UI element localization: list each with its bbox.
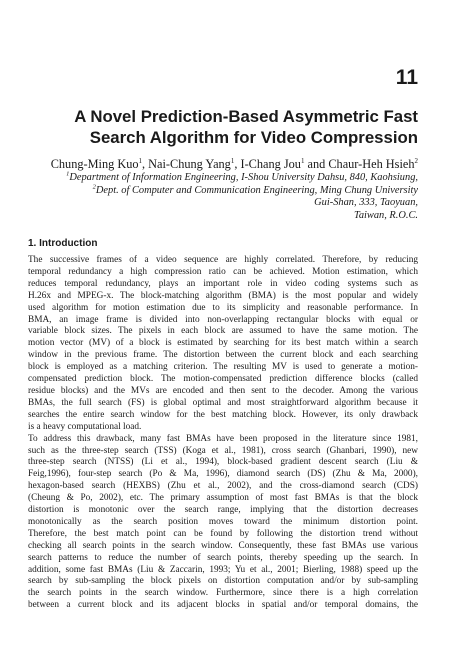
text-line: the search points in the search window. Furthermore, since there is a high correlation	[28, 588, 418, 599]
author-list	[18, 157, 418, 172]
text-line: between a current block and its adjacent blocks in spatial and/or temporal domains, the	[28, 600, 418, 611]
text-line: search by sub-sampling the block pixels on distortion computation and/or by sub-sampling	[28, 576, 418, 587]
text-line: addition, some fast BMAs (Liu & Zaccarin, 1993; Yu et al., 2001; Bierling, 1988) speed up the	[28, 564, 418, 575]
affiliation-block	[18, 172, 418, 222]
text-line: BMAs, the full search (FS) is global optimal and most straightforward algorithm because it	[28, 397, 418, 408]
text-line: reduces temporal redundancy, plays an important role in video coding systems such as	[28, 278, 418, 289]
section-heading: 1. Introduction	[28, 238, 98, 249]
affiliation-mark: 2	[414, 156, 418, 165]
text-line: To address this drawback, many fast BMAs have been proposed in the literature since 1981,	[28, 433, 418, 444]
text-line: BMA, an image frame is divided into non-overlapping rectangular blocks with equal or	[28, 314, 418, 325]
author-name: I-Chang Jou	[240, 157, 301, 171]
author-name: Chung-Ming Kuo	[50, 157, 139, 171]
affiliation-line: $^2$Dept. of Computer and Communication Engineering, Ming Chung University	[92, 183, 418, 196]
affiliation-mark: 2	[92, 183, 96, 191]
text-line: variable block sizes. The pixels in each block are assumed to have the same motion. The	[28, 326, 418, 337]
chapter-number: 11	[395, 66, 418, 89]
text-line: The successive frames of a video sequence are highly correlated. Therefore, by reducing	[28, 255, 418, 265]
text-line: search patterns to reduce the number of search points, thereby speeding up the search. In	[28, 552, 418, 563]
text-line: compensated prediction block. The motion-compensated prediction difference blocks (called	[28, 374, 418, 385]
affiliation-mark: 1	[66, 170, 70, 178]
author-separator: ,	[142, 157, 149, 171]
author-name: Chaur-Heh Hsieh	[328, 157, 415, 171]
text-line: block is employed as a matching criterion. The resulting MV is used to generate a motion-	[28, 362, 418, 373]
text-line: motion vector (MV) of a block is estimated by searching for its best match within a search	[28, 338, 418, 349]
affiliation-line: $^1$Department of Information Engineering, I-Shou University Dahsu, 840, Kaohsiung,	[66, 170, 418, 183]
text-line: distortion is monotonic over the search range, implying that the distortion decreases	[28, 505, 418, 516]
chapter-title	[38, 106, 418, 148]
text-line: is a heavy computational load.	[28, 421, 142, 432]
text-line: hexagon-based search (HEXBS) (Zhu et al., 2002), and the cross-diamond search (CDS)	[28, 481, 418, 492]
body-text	[28, 255, 418, 612]
text-line: Therefore, the best match point can be found by following the distortion trend without	[28, 528, 418, 539]
text-line: checking all search points in the search window. Consequently, these fast BMAs use various	[28, 540, 418, 551]
affiliation-mark: 1	[230, 156, 235, 165]
affiliation-mark: 1	[138, 156, 142, 165]
affiliation-line: Gui-Shan, 333, Taoyuan,	[314, 197, 418, 209]
text-line: used algorithm for motion estimation due to its simplicity and reasonable performance. In	[28, 302, 418, 313]
text-line: searches the entire search window for the best matching block. However, its only drawback	[28, 409, 418, 420]
text-line: such as the three-step search (TSS) (Koga et al., 1981), cross search (Ghanbari, 1990), new	[28, 445, 418, 456]
author-separator: ,	[234, 157, 241, 171]
text-line: Feig,1996), four-step search (Po & Ma, 1996), diamond search (DS) (Zhu & Ma, 2000),	[28, 469, 418, 480]
text-line: temporal redundancy a high compression ratio can be achieved. Motion estimation, which	[28, 266, 418, 277]
text-line: H.26x and MPEG-x. The block-matching algorithm (BMA) is the most popular and widely	[28, 290, 418, 301]
text-line: monotonically as the search position moves toward the minimum distortion point.	[28, 516, 418, 527]
affiliation-mark: 1	[300, 156, 305, 165]
text-line: three-step search (NTSS) (Li et al., 1994), block-based gradient descent search (Liu &	[28, 457, 418, 468]
text-line: residue blocks) and the MVs are encoded and then sent to the decoder. Among the various	[28, 385, 418, 396]
affiliation-line: Taiwan, R.O.C.	[354, 209, 418, 221]
chapter-title-line: Search Algorithm for Video Compression	[89, 128, 418, 147]
author-separator: and	[304, 157, 329, 171]
text-line: (Cheung & Po, 2002), etc. The primary assumption of most fast BMAs is that the block	[28, 493, 418, 504]
author-name: Nai-Chung Yang	[148, 157, 231, 171]
text-line: window in the previous frame. The distortion between the current block and each searching	[28, 350, 418, 361]
chapter-title-line: A Novel Prediction-Based Asymmetric Fast	[74, 107, 418, 126]
